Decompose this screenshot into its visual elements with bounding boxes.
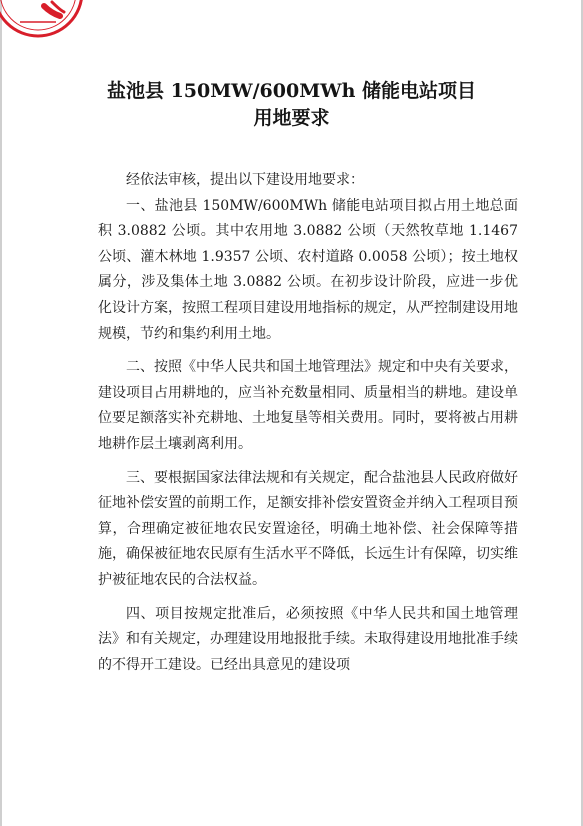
title-line-1: 盐池县 150MW/600MWh 储能电站项目	[106, 80, 477, 102]
paragraph-1: 一、盐池县 150MW/600MWh 储能电站项目拟占用土地总面积 3.0882 公顷。其中农用地 3.0882 公顷（天然牧草地 1.1467 公顷、灌木林地 1.9357 公顷、农村道路 0.0058 公顷）；按土地权属分，涉及集体土地 3.0882 公顷。在初步设计阶段，应进一步优化设计方案，按照工程项目建设用地指标的规定，从严控制建设用地规模，节约和集约利用土地。	[98, 197, 518, 342]
paragraph-3: 三、要根据国家法律法规和有关规定，配合盐池县人民政府做好征地补偿安置的前期工作，足额安排补偿安置资金并纳入工程项目预算，合理确定被征地农民安置途径，明确土地补偿、社会保障等措施，确保被征地农民原有生活水平不降低，长远生计有保障，切实维护被征地农民的合法权益。	[98, 469, 518, 588]
paragraph-2: 二、按照《中华人民共和国土地管理法》规定和中央有关要求，建设项目占用耕地的，应当补充数量相同、质量相当的耕地。建设单位要足额落实补充耕地、土地复垦等相关费用。同时，要将被占用耕地耕作层土壤剥离利用。	[98, 359, 518, 452]
paragraph-intro: 经依法审核，提出以下建设用地要求：	[126, 172, 364, 188]
paragraph-4: 四、项目按规定批准后，必须按照《中华人民共和国土地管理法》和有关规定，办理建设用地报批手续。未取得建设用地批准手续的不得开工建设。已经出具意见的建设项	[98, 605, 518, 673]
title-line-2: 用地要求	[253, 107, 330, 129]
seal-graphic	[0, 0, 86, 40]
document-body	[98, 168, 518, 678]
document-title	[0, 78, 583, 132]
official-seal	[0, 0, 86, 40]
